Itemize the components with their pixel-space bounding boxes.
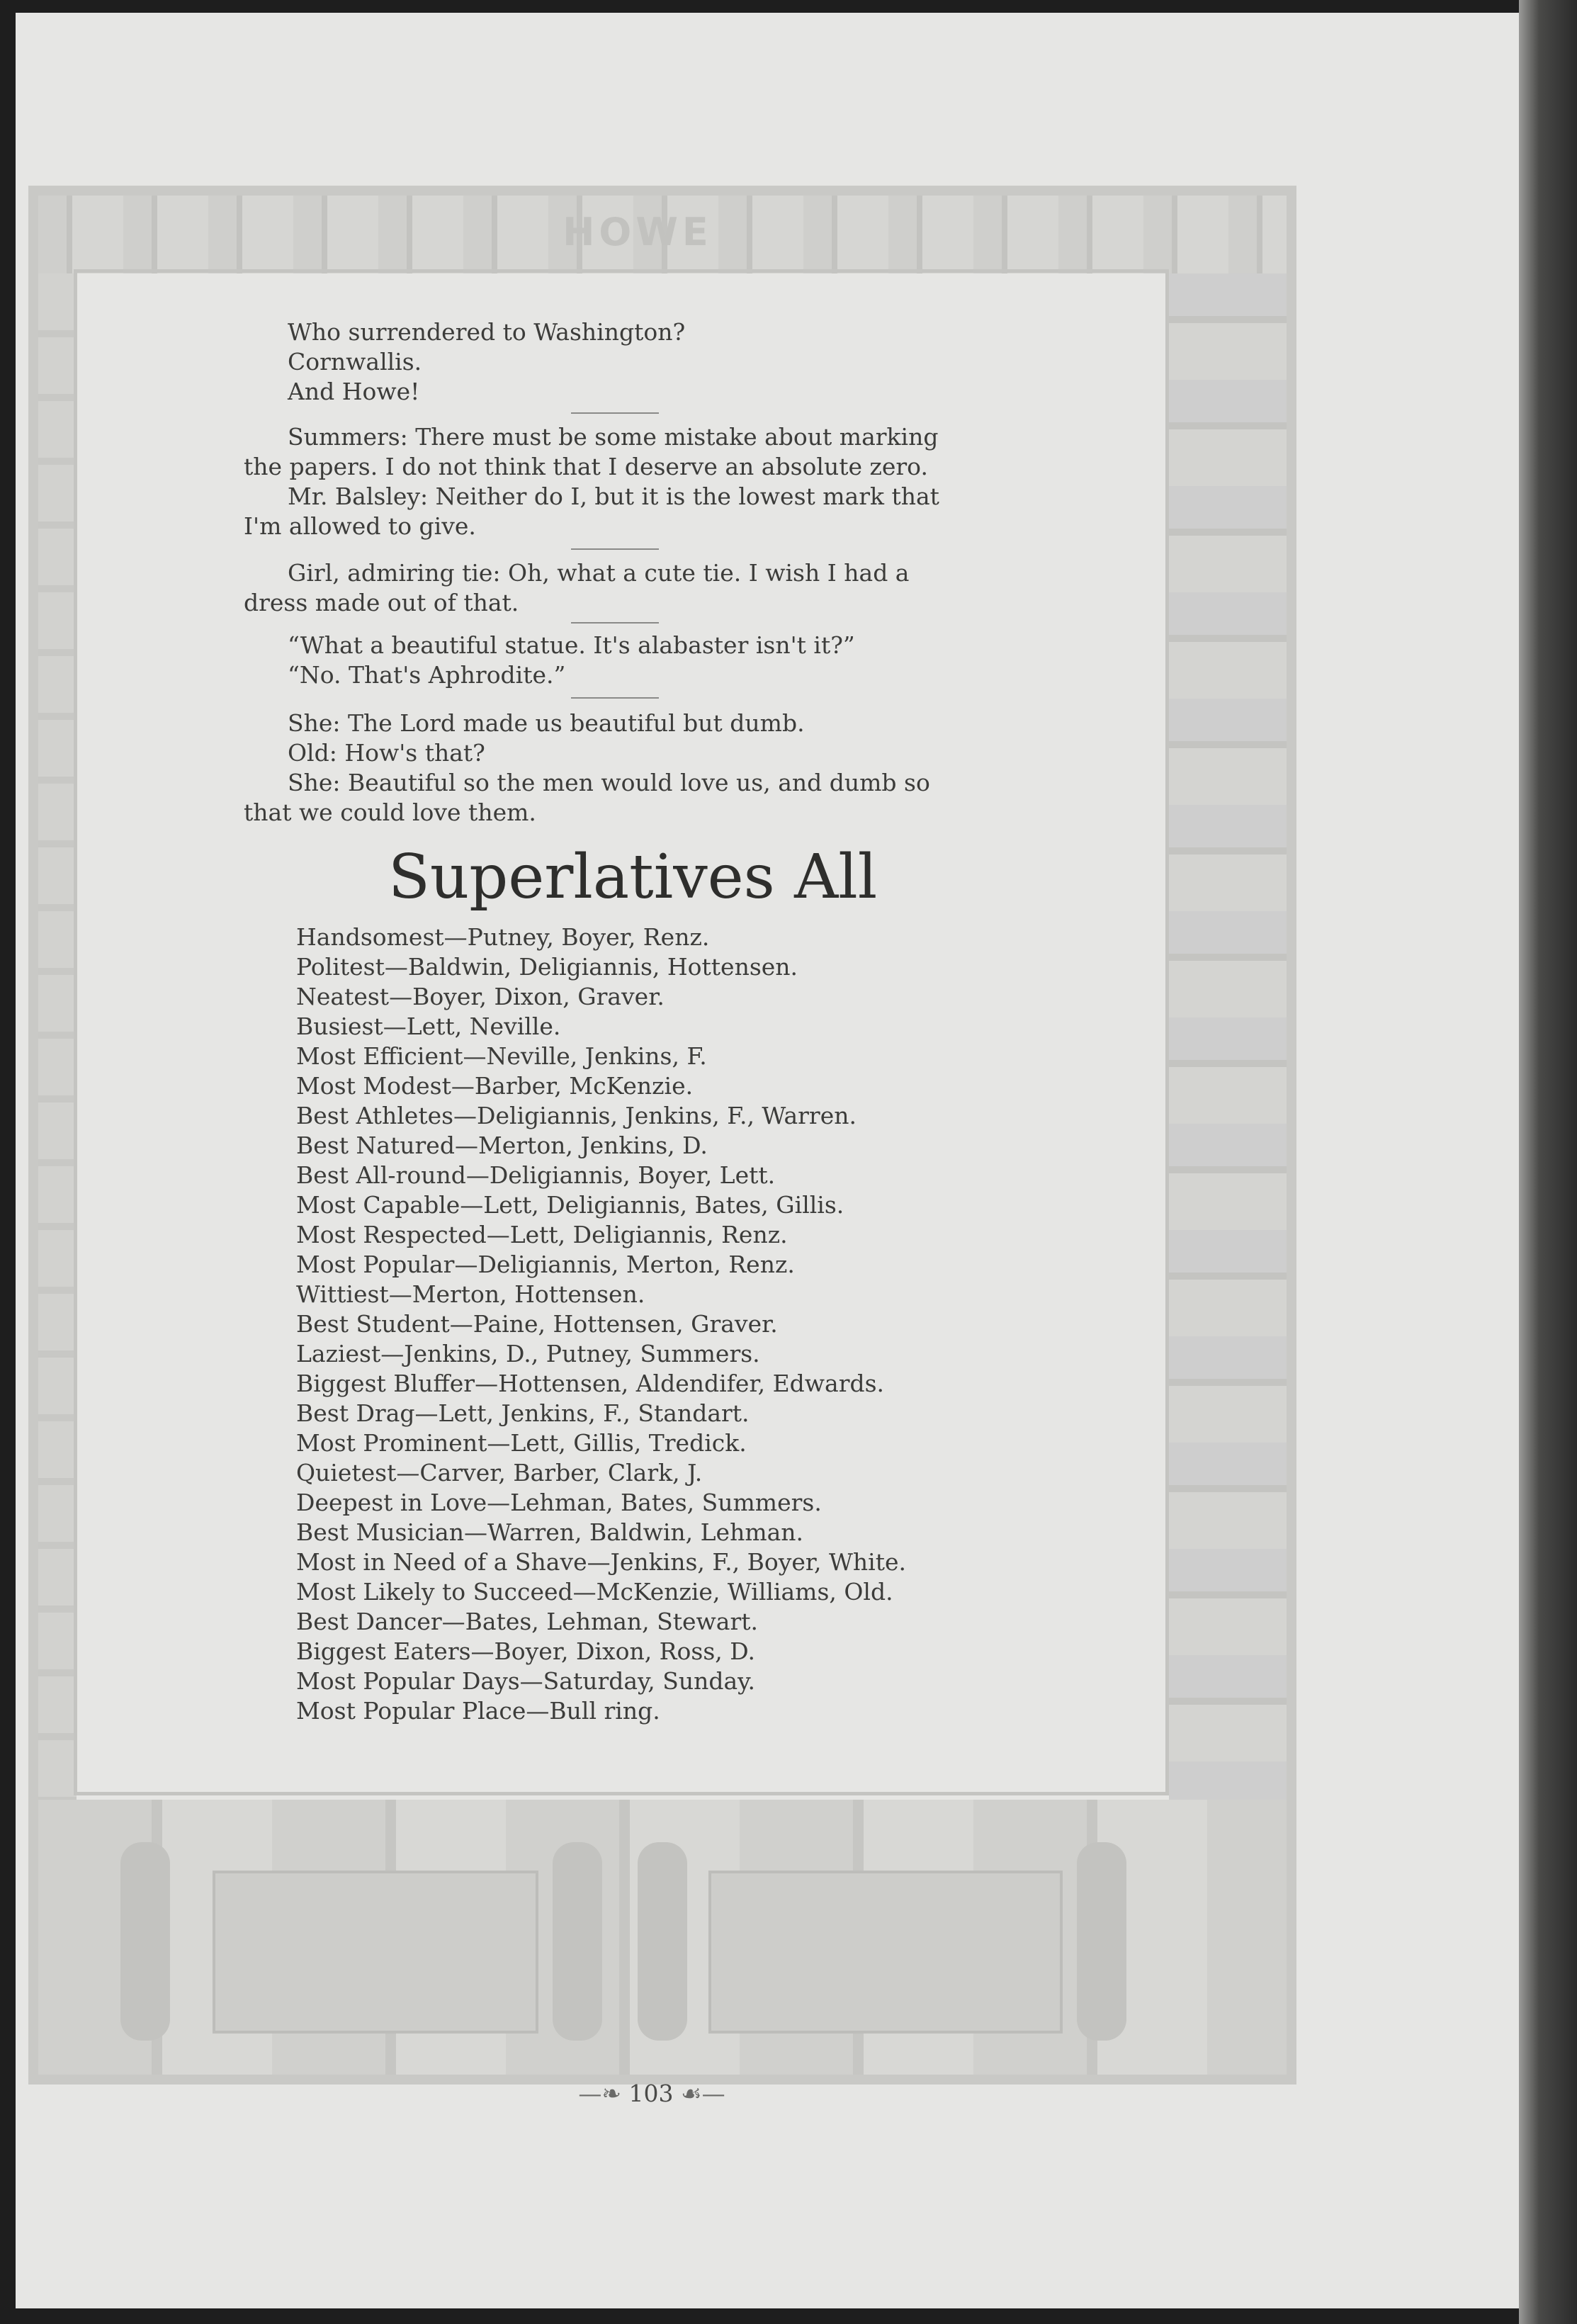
superlative-item: Laziest—Jenkins, D., Putney, Summers. — [296, 1340, 760, 1367]
superlative-item: Best Natured—Merton, Jenkins, D. — [296, 1132, 708, 1159]
superlative-item: Most Popular Days—Saturday, Sunday. — [296, 1667, 755, 1695]
joke-line: Old: How's that? — [288, 739, 485, 767]
superlative-item: Quietest—Carver, Barber, Clark, J. — [296, 1459, 703, 1487]
superlative-item: Biggest Bluffer—Hottensen, Aldendifer, Edwards. — [296, 1370, 885, 1397]
scroll-ornament — [553, 1842, 602, 2041]
separator-rule — [571, 697, 659, 699]
superlative-item: Best Musician—Warren, Baldwin, Lehman. — [296, 1518, 804, 1546]
separator-rule — [571, 548, 659, 550]
superlative-item: Best Drag—Lett, Jenkins, F., Standart. — [296, 1399, 750, 1427]
joke-line: “No. That's Aphrodite.” — [288, 661, 566, 689]
joke-line: the papers. I do not think that I deserve an absolute zero. — [244, 453, 928, 480]
superlative-item: Wittiest—Merton, Hottensen. — [296, 1280, 645, 1308]
superlative-item: Deepest in Love—Lehman, Bates, Summers. — [296, 1489, 822, 1516]
superlative-item: Handsomest—Putney, Boyer, Renz. — [296, 923, 710, 951]
left-ornament-icon: —❧ — [578, 2080, 629, 2107]
joke-line: Summers: There must be some mistake about marking — [288, 423, 939, 451]
joke-line: Who surrendered to Washington? — [288, 318, 686, 346]
book-binding-edge — [1519, 0, 1577, 2324]
right-ornament-icon: ☙— — [673, 2080, 725, 2107]
joke-line: “What a beautiful statue. It's alabaster isn't it?” — [288, 631, 855, 659]
joke-line: And Howe! — [288, 378, 420, 405]
superlative-item: Most in Need of a Shave—Jenkins, F., Boyer, White. — [296, 1548, 907, 1576]
frame-left-band — [38, 273, 77, 1804]
superlative-item: Neatest—Boyer, Dixon, Graver. — [296, 983, 665, 1010]
superlative-item: Best Student—Paine, Hottensen, Graver. — [296, 1310, 778, 1338]
joke-line: Cornwallis. — [288, 348, 422, 376]
superlative-item: Most Prominent—Lett, Gillis, Tredick. — [296, 1429, 747, 1457]
superlative-item: Most Efficient—Neville, Jenkins, F. — [296, 1042, 707, 1070]
superlative-item: Best All-round—Deligiannis, Boyer, Lett. — [296, 1161, 776, 1189]
joke-line: dress made out of that. — [244, 589, 519, 616]
scroll-ornament — [120, 1842, 170, 2041]
page-number — [546, 2079, 758, 2109]
house-vignette — [213, 1871, 538, 2034]
superlative-item: Most Modest—Barber, McKenzie. — [296, 1072, 694, 1100]
page-number-value: 103 — [628, 2080, 674, 2107]
joke-line: that we could love them. — [244, 799, 536, 826]
scroll-ornament — [1077, 1842, 1126, 2041]
header-howe-label: HOWE — [563, 210, 713, 254]
joke-line: She: Beautiful so the men would love us, and dumb so — [288, 769, 930, 796]
joke-line: I'm allowed to give. — [244, 512, 476, 540]
joke-line: Girl, admiring tie: Oh, what a cute tie. I wish I had a — [288, 559, 910, 587]
frame-right-band — [1169, 273, 1287, 1804]
cannon-vignette — [708, 1871, 1063, 2034]
separator-rule — [571, 622, 659, 624]
joke-line: Mr. Balsley: Neither do I, but it is the lowest mark that — [288, 483, 939, 510]
superlative-item: Most Capable—Lett, Deligiannis, Bates, Gillis. — [296, 1191, 844, 1219]
superlative-item: Best Athletes—Deligiannis, Jenkins, F., Warren. — [296, 1102, 857, 1129]
superlative-item: Most Likely to Succeed—McKenzie, Williams, Old. — [296, 1578, 893, 1606]
superlative-item: Politest—Baldwin, Deligiannis, Hottensen. — [296, 953, 798, 981]
scroll-ornament — [638, 1842, 687, 2041]
superlative-item: Best Dancer—Bates, Lehman, Stewart. — [296, 1608, 759, 1635]
superlative-item: Most Popular—Deligiannis, Merton, Renz. — [296, 1251, 795, 1278]
separator-rule — [571, 412, 659, 414]
joke-line: She: The Lord made us beautiful but dumb. — [288, 709, 805, 737]
superlatives-heading: Superlatives All — [388, 842, 878, 913]
superlative-item: Biggest Eaters—Boyer, Dixon, Ross, D. — [296, 1637, 756, 1665]
superlative-item: Most Popular Place—Bull ring. — [296, 1697, 660, 1725]
superlative-item: Busiest—Lett, Neville. — [296, 1012, 561, 1040]
superlative-item: Most Respected—Lett, Deligiannis, Renz. — [296, 1221, 788, 1248]
